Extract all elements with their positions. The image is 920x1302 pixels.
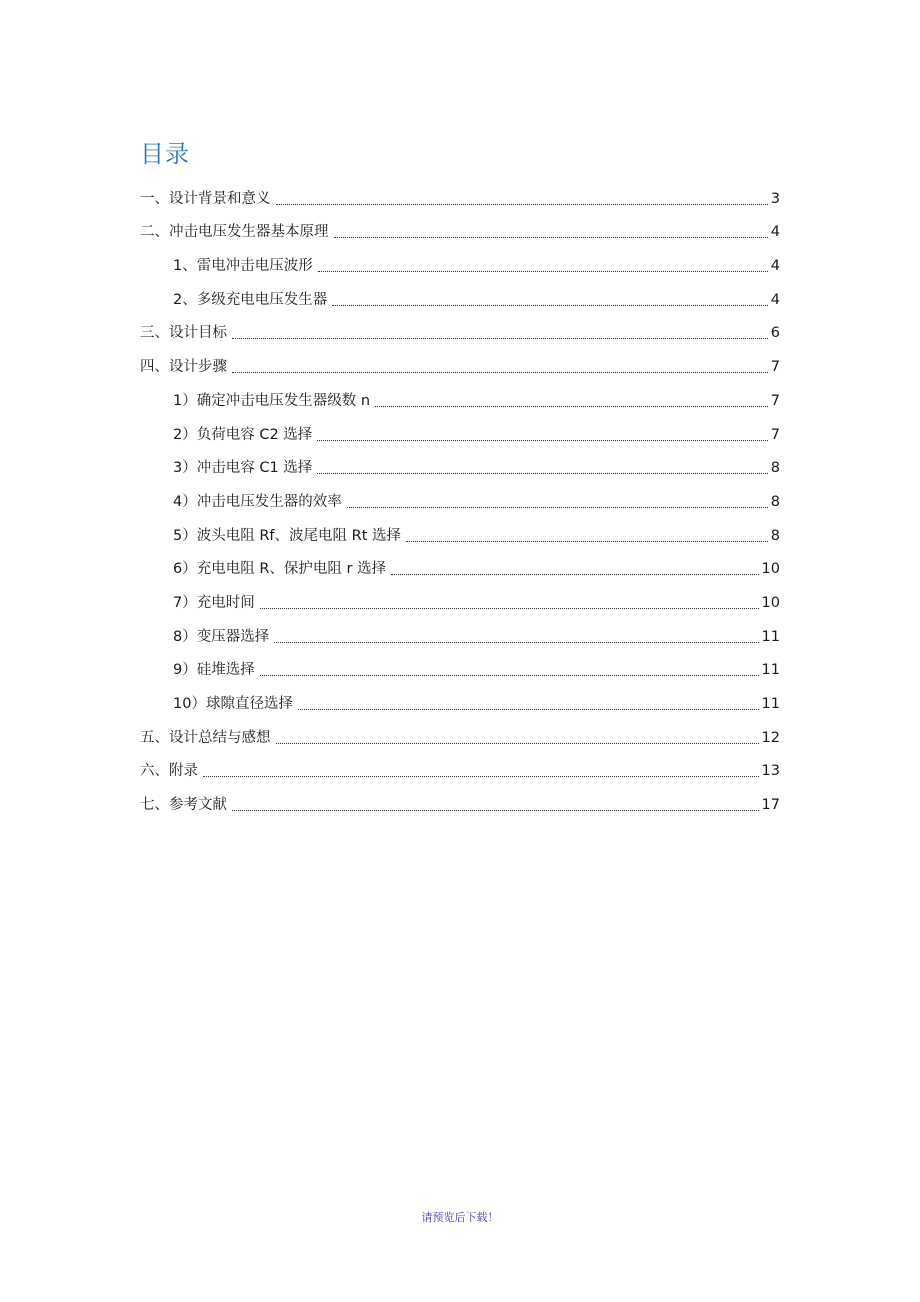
toc-page-number: 7 — [770, 392, 780, 409]
toc-page-number: 3 — [770, 190, 780, 207]
toc-subentry[interactable] — [140, 417, 780, 451]
toc-entry-text: 5）波头电阻 Rf、波尾电阻 Rt 选择 — [173, 527, 401, 544]
toc-entry-text: 2、多级充电电压发生器 — [173, 291, 328, 308]
toc-entry-text: 9）硅堆选择 — [173, 662, 255, 679]
dot-leader — [232, 338, 768, 339]
toc-entry-text: 7）充电时间 — [173, 594, 255, 611]
toc-entry-text: 一、设计背景和意义 — [140, 190, 271, 207]
toc-entry-text: 8）变压器选择 — [173, 628, 270, 645]
toc-entry-text: 10）球隙直径选择 — [173, 696, 293, 712]
toc-page-number: 11 — [761, 696, 780, 712]
toc-entry[interactable] — [140, 754, 780, 788]
toc-page-number: 11 — [761, 628, 780, 645]
toc-title: 目录 — [140, 140, 190, 168]
toc-entry-text: 七、参考文献 — [140, 797, 227, 814]
dot-leader — [375, 406, 768, 407]
dot-leader — [276, 204, 768, 205]
toc-entry[interactable] — [140, 181, 780, 215]
toc-entry-text: 五、设计总结与感想 — [140, 729, 271, 746]
toc-page-number: 13 — [761, 763, 780, 780]
toc-page-number: 8 — [770, 460, 780, 477]
dot-leader — [391, 574, 758, 575]
toc-page-number: 4 — [770, 291, 780, 308]
toc-subentry[interactable] — [140, 248, 780, 282]
toc-entry-text: 1、雷电冲击电压波形 — [173, 258, 313, 275]
dot-leader — [332, 305, 768, 306]
toc-page-number: 10 — [761, 594, 780, 611]
dot-leader — [232, 372, 768, 373]
toc-entry[interactable] — [140, 720, 780, 754]
toc-subentry[interactable] — [140, 552, 780, 586]
dot-leader — [203, 776, 759, 777]
toc-entry-text: 1）确定冲击电压发生器级数 n — [173, 392, 371, 409]
toc-entry-text: 3）冲击电容 C1 选择 — [173, 460, 313, 477]
toc-entry-text: 2）负荷电容 C2 选择 — [173, 426, 313, 443]
toc-page-number: 11 — [761, 662, 780, 679]
toc-page-number: 4 — [770, 258, 780, 275]
toc-entry-text: 4）冲击电压发生器的效率 — [173, 493, 342, 510]
toc-page-number: 12 — [761, 729, 780, 746]
toc-subentry[interactable] — [140, 585, 780, 619]
toc-page-number: 10 — [761, 561, 780, 578]
toc-page-number: 8 — [770, 527, 780, 544]
toc-page-number: 17 — [761, 797, 780, 814]
dot-leader — [260, 608, 759, 609]
toc-entry-text: 二、冲击电压发生器基本原理 — [140, 224, 329, 241]
toc-page-number: 6 — [770, 325, 780, 342]
toc-subentry[interactable] — [140, 383, 780, 417]
table-of-contents — [140, 181, 780, 821]
toc-subentry[interactable] — [140, 653, 780, 687]
dot-leader — [276, 743, 759, 744]
toc-entry-text: 6）充电电阻 R、保护电阻 r 选择 — [173, 561, 387, 578]
toc-subentry[interactable] — [140, 451, 780, 485]
dot-leader — [298, 709, 759, 710]
dot-leader — [406, 541, 768, 542]
footer-note: 请预览后下载！ — [421, 1211, 499, 1224]
dot-leader — [334, 237, 768, 238]
toc-subentry[interactable] — [140, 484, 780, 518]
toc-entry-text: 四、设计步骤 — [140, 359, 227, 376]
toc-entry-text: 六、附录 — [140, 763, 198, 780]
toc-page-number: 7 — [770, 426, 780, 443]
toc-page-number: 4 — [770, 224, 780, 241]
toc-subentry[interactable] — [140, 282, 780, 316]
toc-entry[interactable] — [140, 787, 780, 821]
toc-entry[interactable] — [140, 349, 780, 383]
toc-subentry[interactable] — [140, 686, 780, 720]
toc-entry[interactable] — [140, 316, 780, 350]
dot-leader — [274, 642, 758, 643]
toc-page-number: 7 — [770, 359, 780, 376]
dot-leader — [318, 271, 768, 272]
toc-entry[interactable] — [140, 215, 780, 249]
toc-subentry[interactable] — [140, 518, 780, 552]
dot-leader — [232, 810, 759, 811]
toc-entry-text: 三、设计目标 — [140, 325, 227, 342]
toc-subentry[interactable] — [140, 619, 780, 653]
toc-page-number: 8 — [770, 493, 780, 510]
dot-leader — [317, 473, 767, 474]
dot-leader — [317, 440, 767, 441]
dot-leader — [347, 507, 768, 508]
dot-leader — [260, 675, 759, 676]
